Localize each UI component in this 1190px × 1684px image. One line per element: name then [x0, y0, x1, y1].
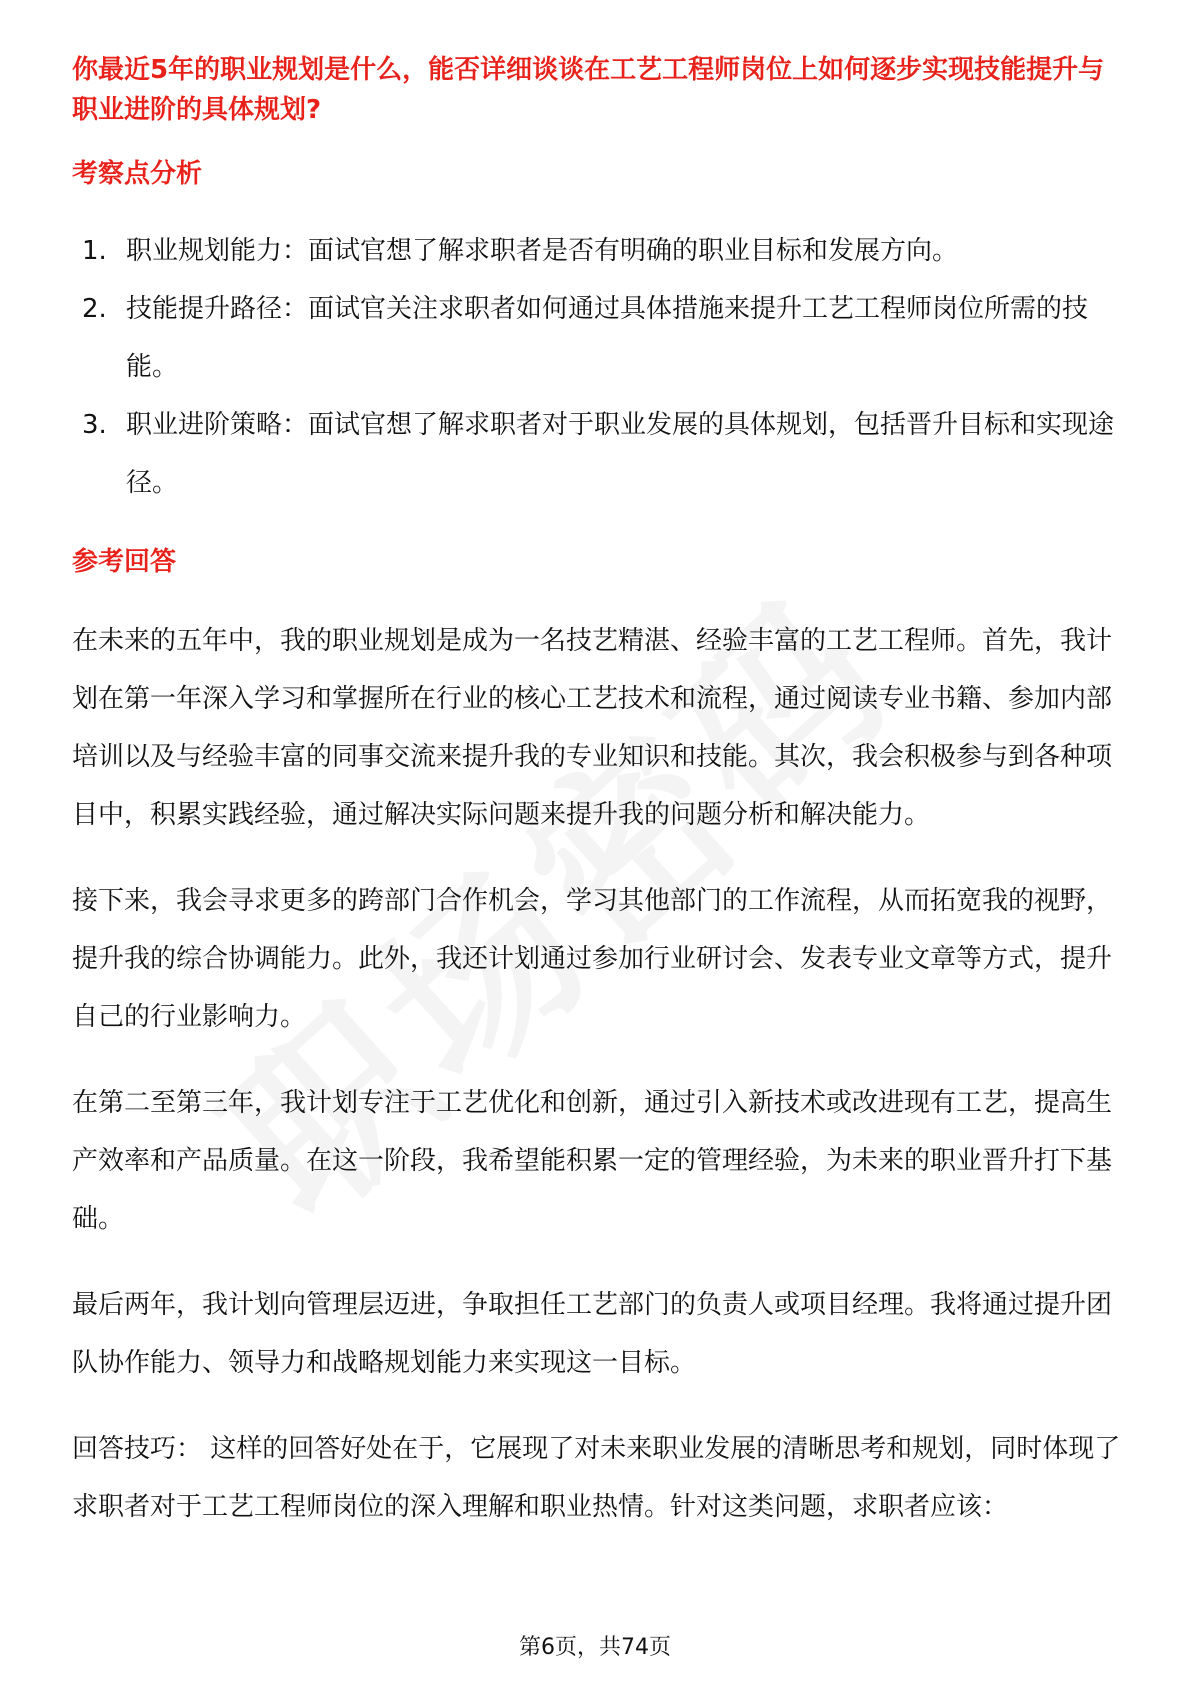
answer-paragraph: 在第二至第三年，我计划专注于工艺优化和创新，通过引入新技术或改进现有工艺，提高生产效率和产品质量。在这一阶段，我希望能积累一定的管理经验，为未来的职业晋升打下基础。	[72, 1088, 1113, 1234]
analysis-point	[72, 396, 1122, 512]
point-text: 职业规划能力：面试官想了解求职者是否有明确的职业目标和发展方向。	[126, 236, 959, 266]
answer-tip-paragraph: 回答技巧： 这样的回答好处在于，它展现了对未来职业发展的清晰思考和规划，同时体现了求职者对于工艺工程师岗位的深入理解和职业热情。针对这类问题，求职者应该：	[72, 1434, 1121, 1522]
point-text: 职业进阶策略：面试官想了解求职者对于职业发展的具体规划，包括晋升目标和实现途径。	[126, 410, 1115, 498]
point-text: 技能提升路径：面试官关注求职者如何通过具体措施来提升工艺工程师岗位所需的技能。	[126, 294, 1089, 382]
answer-title: 参考回答	[72, 547, 177, 577]
answer-paragraph: 在未来的五年中，我的职业规划是成为一名技艺精湛、经验丰富的工艺工程师。首先，我计划在第一年深入学习和掌握所在行业的核心工艺技术和流程，通过阅读专业书籍、参加内部培训以及与经验丰富的同事交流来提升我的专业知识和技能。其次，我会积极参与到各种项目中，积累实践经验，通过解决实际问题来提升我的问题分析和解决能力。	[72, 626, 1113, 830]
point-number: 2.	[82, 294, 107, 324]
analysis-point	[72, 280, 1122, 396]
page-footer: 第6页，共74页	[519, 1635, 671, 1660]
point-number: 3.	[82, 410, 107, 440]
analysis-title: 考察点分析	[72, 159, 203, 189]
document-body	[72, 50, 1122, 1536]
analysis-points	[72, 222, 1122, 512]
point-number: 1.	[82, 236, 107, 266]
question-heading: 你最近5年的职业规划是什么，能否详细谈谈在工艺工程师岗位上如何逐步实现技能提升与职业进阶的具体规划?	[72, 55, 1105, 125]
answer-paragraph: 最后两年，我计划向管理层迈进，争取担任工艺部门的负责人或项目经理。我将通过提升团队协作能力、领导力和战略规划能力来实现这一目标。	[72, 1290, 1113, 1378]
answer-paragraph: 接下来，我会寻求更多的跨部门合作机会，学习其他部门的工作流程，从而拓宽我的视野，提升我的综合协调能力。此外，我还计划通过参加行业研讨会、发表专业文章等方式，提升自己的行业影响力。	[72, 886, 1113, 1032]
analysis-point	[72, 222, 1122, 280]
